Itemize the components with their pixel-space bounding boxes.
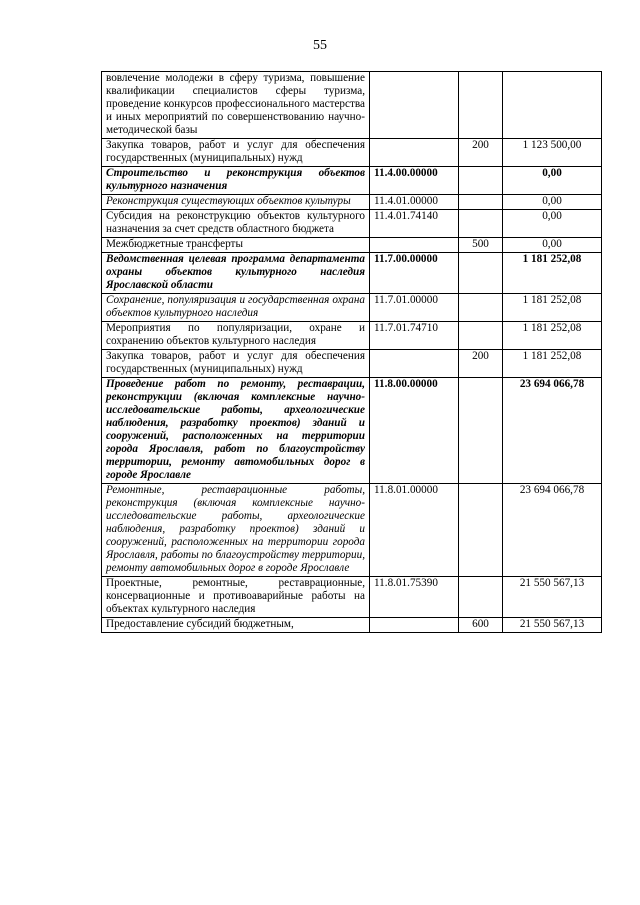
row-code-cell: 11.8.01.75390 — [370, 577, 459, 618]
row-name-cell: Мероприятия по популяризации, охране и сохранению объектов культурного наследия — [102, 322, 370, 350]
row-sum-cell: 1 181 252,08 — [503, 294, 602, 322]
page-number: 55 — [313, 38, 327, 53]
row-code-cell: 11.4.00.00000 — [370, 167, 459, 195]
row-name-cell: Сохранение, популяризация и государственная охрана объектов культурного наследия — [102, 294, 370, 322]
row-vr-cell — [459, 195, 503, 210]
table-row — [102, 195, 602, 210]
row-sum-cell: 1 181 252,08 — [503, 350, 602, 378]
row-vr-cell: 500 — [459, 238, 503, 253]
row-vr-cell — [459, 72, 503, 139]
row-code-cell: 11.4.01.74140 — [370, 210, 459, 238]
row-sum-cell: 21 550 567,13 — [503, 618, 602, 633]
row-vr-cell — [459, 294, 503, 322]
row-code-cell — [370, 238, 459, 253]
row-sum-cell: 1 181 252,08 — [503, 253, 602, 294]
table-row — [102, 378, 602, 484]
table-row — [102, 484, 602, 577]
row-name-cell: Межбюджетные трансферты — [102, 238, 370, 253]
row-code-cell: 11.8.01.00000 — [370, 484, 459, 577]
row-code-cell — [370, 350, 459, 378]
row-code-cell: 11.4.01.00000 — [370, 195, 459, 210]
row-code-cell — [370, 139, 459, 167]
row-name-cell: Закупка товаров, работ и услуг для обеспечения государственных (муниципальных) нужд — [102, 350, 370, 378]
table-row — [102, 253, 602, 294]
row-name-cell: Проектные, ремонтные, реставрационные, консервационные и противоаварийные работы на объектах культурного наследия — [102, 577, 370, 618]
row-sum-cell: 21 550 567,13 — [503, 577, 602, 618]
row-name-cell: вовлечение молодежи в сферу туризма, повышение квалификации специалистов сферы туризма, проведение конкурсов профессионального мастерства и иных мероприятий по совершенствованию научно-методической базы — [102, 72, 370, 139]
row-sum-cell: 0,00 — [503, 167, 602, 195]
row-sum-cell: 0,00 — [503, 238, 602, 253]
budget-table — [101, 71, 602, 633]
table-row — [102, 238, 602, 253]
row-vr-cell — [459, 210, 503, 238]
row-code-cell: 11.7.00.00000 — [370, 253, 459, 294]
row-vr-cell — [459, 167, 503, 195]
table-row — [102, 618, 602, 633]
row-name-cell: Ремонтные, реставрационные работы, реконструкция (включая комплексные научно-исследовательские работы, археологические наблюдения, разработку проектов) зданий и сооружений, расположенных на территории города Ярославля, работы по благоустройству территории, ремонту автомобильных дорог в городе Ярославле — [102, 484, 370, 577]
row-code-cell — [370, 72, 459, 139]
table-row — [102, 350, 602, 378]
row-code-cell: 11.7.01.00000 — [370, 294, 459, 322]
table-row — [102, 294, 602, 322]
row-code-cell: 11.8.00.00000 — [370, 378, 459, 484]
row-name-cell: Проведение работ по ремонту, реставрации, реконструкции (включая комплексные научно-исследовательские работы, археологические наблюдения, разработку проектов) зданий и сооружений, расположенных на территории города Ярославля, работ по благоустройству территории, ремонту автомобильных дорог в городе Ярославле — [102, 378, 370, 484]
row-sum-cell: 0,00 — [503, 210, 602, 238]
row-vr-cell — [459, 484, 503, 577]
row-sum-cell: 1 181 252,08 — [503, 322, 602, 350]
row-vr-cell — [459, 378, 503, 484]
row-sum-cell — [503, 72, 602, 139]
row-name-cell: Субсидия на реконструкцию объектов культурного назначения за счет средств областного бюджета — [102, 210, 370, 238]
row-name-cell: Ведомственная целевая программа департамента охраны объектов культурного наследия Ярославской области — [102, 253, 370, 294]
table-row — [102, 577, 602, 618]
row-name-cell: Реконструкция существующих объектов культуры — [102, 195, 370, 210]
row-code-cell — [370, 618, 459, 633]
table-row — [102, 322, 602, 350]
row-code-cell: 11.7.01.74710 — [370, 322, 459, 350]
table-row — [102, 210, 602, 238]
row-sum-cell: 23 694 066,78 — [503, 484, 602, 577]
row-vr-cell: 200 — [459, 350, 503, 378]
row-vr-cell: 200 — [459, 139, 503, 167]
row-vr-cell — [459, 322, 503, 350]
row-vr-cell — [459, 577, 503, 618]
table-row — [102, 72, 602, 139]
row-vr-cell — [459, 253, 503, 294]
row-vr-cell: 600 — [459, 618, 503, 633]
row-sum-cell: 1 123 500,00 — [503, 139, 602, 167]
table-row — [102, 167, 602, 195]
row-sum-cell: 23 694 066,78 — [503, 378, 602, 484]
row-sum-cell: 0,00 — [503, 195, 602, 210]
table-row — [102, 139, 602, 167]
row-name-cell: Закупка товаров, работ и услуг для обеспечения государственных (муниципальных) нужд — [102, 139, 370, 167]
row-name-cell: Строительство и реконструкция объектов культурного назначения — [102, 167, 370, 195]
row-name-cell: Предоставление субсидий бюджетным, — [102, 618, 370, 633]
budget-table-body — [102, 72, 602, 633]
